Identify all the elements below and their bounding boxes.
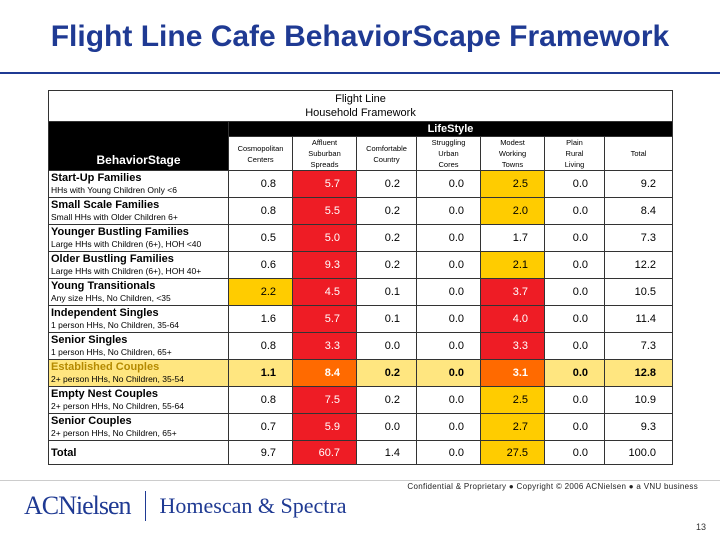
value-cell: 7.3 (605, 225, 673, 252)
row-header (49, 333, 229, 360)
value-cell: 0.0 (545, 252, 605, 279)
value-cell: 0.0 (545, 333, 605, 360)
column-header-line: Struggling (431, 138, 466, 147)
value-cell: 0.8 (229, 387, 293, 414)
value-cell: 5.9 (293, 414, 357, 441)
value-cell: 0.0 (545, 171, 605, 198)
value-cell: 9.3 (605, 414, 673, 441)
row-header (49, 387, 229, 414)
behavior-stage-description: Large HHs with Children (6+), HOH 40+ (51, 266, 202, 276)
value-cell: 0.0 (417, 279, 481, 306)
column-header-line: Spreads (310, 160, 339, 169)
behavior-stage-name: Small Scale Families (51, 199, 160, 211)
value-cell: 0.2 (357, 198, 417, 225)
value-cell: 1.4 (357, 441, 417, 465)
company-logo (24, 486, 346, 526)
row-header (49, 441, 229, 465)
title-divider (0, 72, 720, 74)
confidential-notice: Confidential & Proprietary ● Copyright © 2006 ACNielsen ● a VNU business (407, 482, 698, 491)
acnielsen-logo-text: ACNielsen (24, 491, 131, 520)
table-caption (49, 91, 673, 122)
value-cell: 1.6 (229, 306, 293, 333)
column-header-line: Towns (501, 160, 524, 169)
table-row (49, 252, 673, 279)
value-cell: 0.0 (417, 333, 481, 360)
value-cell: 0.0 (545, 198, 605, 225)
column-header-line: Living (564, 160, 585, 169)
row-header (49, 198, 229, 225)
value-cell: 0.0 (545, 360, 605, 387)
table-row (49, 414, 673, 441)
value-cell: 2.2 (229, 279, 293, 306)
value-cell: 0.6 (229, 252, 293, 279)
row-header (49, 279, 229, 306)
value-cell: 9.3 (293, 252, 357, 279)
value-cell: 0.0 (545, 225, 605, 252)
table-row (49, 360, 673, 387)
value-cell: 0.8 (229, 171, 293, 198)
value-cell: 0.0 (417, 171, 481, 198)
total-row (49, 441, 673, 465)
behavior-stage-name: Younger Bustling Families (51, 226, 189, 238)
table-row (49, 333, 673, 360)
value-cell: 9.2 (605, 171, 673, 198)
value-cell: 3.7 (481, 279, 545, 306)
column-header-line: Country (373, 154, 400, 164)
value-cell: 0.2 (357, 252, 417, 279)
value-cell: 0.5 (229, 225, 293, 252)
column-header (293, 137, 357, 171)
page-number: 13 (695, 522, 706, 532)
footer-divider (0, 480, 720, 481)
value-cell: 11.4 (605, 306, 673, 333)
column-header (417, 137, 481, 171)
value-cell: 2.0 (481, 198, 545, 225)
value-cell: 0.0 (417, 360, 481, 387)
value-cell: 60.7 (293, 441, 357, 465)
value-cell: 27.5 (481, 441, 545, 465)
column-header-line: Cores (438, 160, 459, 169)
value-cell: 2.7 (481, 414, 545, 441)
product-name: Homescan & Spectra (159, 493, 347, 518)
value-cell: 0.0 (417, 387, 481, 414)
lifestyle-header: LifeStyle (229, 122, 673, 137)
value-cell: 0.0 (545, 441, 605, 465)
behavior-stage-name: Total (51, 447, 77, 459)
value-cell: 0.1 (357, 306, 417, 333)
behavior-stage-name: Young Transitionals (51, 280, 156, 292)
behavior-stage-name: Older Bustling Families (51, 253, 174, 265)
behavior-stage-description: Small HHs with Older Children 6+ (51, 212, 178, 222)
row-header (49, 252, 229, 279)
value-cell: 0.0 (417, 414, 481, 441)
behaviorscape-table-container (48, 90, 672, 462)
column-header-line: Working (498, 149, 527, 158)
value-cell: 8.4 (293, 360, 357, 387)
value-cell: 0.1 (357, 279, 417, 306)
behavior-stage-name: Start-Up Families (51, 172, 142, 184)
column-header (229, 137, 293, 171)
value-cell: 0.0 (357, 414, 417, 441)
value-cell: 0.2 (357, 171, 417, 198)
slide-title: Flight Line Cafe BehaviorScape Framework (50, 20, 670, 53)
column-header-line: Centers (247, 154, 274, 164)
value-cell: 0.0 (545, 306, 605, 333)
table-row (49, 198, 673, 225)
value-cell: 3.3 (481, 333, 545, 360)
row-header (49, 414, 229, 441)
value-cell: 12.2 (605, 252, 673, 279)
column-header-line: Urban (438, 149, 459, 158)
value-cell: 5.0 (293, 225, 357, 252)
caption-line-1: Flight Line (335, 93, 386, 105)
column-header-line: Total (630, 149, 647, 158)
value-cell: 0.2 (357, 387, 417, 414)
behavior-stage-description: 1 person HHs, No Children, 65+ (51, 347, 172, 357)
behavior-stage-name: Empty Nest Couples (51, 388, 158, 400)
behavior-stage-description: 2+ person HHs, No Children, 55-64 (51, 401, 184, 411)
value-cell: 12.8 (605, 360, 673, 387)
logo-separator (145, 491, 146, 521)
row-header (49, 225, 229, 252)
value-cell: 0.8 (229, 198, 293, 225)
value-cell: 0.0 (417, 306, 481, 333)
table-row (49, 225, 673, 252)
value-cell: 0.2 (357, 360, 417, 387)
behavior-stage-name: Senior Singles (51, 334, 128, 346)
table-row (49, 387, 673, 414)
value-cell: 0.0 (357, 333, 417, 360)
behavior-stage-description: 2+ person HHs, No Children, 35-54 (51, 374, 184, 384)
value-cell: 100.0 (605, 441, 673, 465)
column-header (481, 137, 545, 171)
value-cell: 0.0 (417, 198, 481, 225)
value-cell: 0.0 (417, 225, 481, 252)
behavior-stage-description: Any size HHs, No Children, <35 (51, 293, 171, 303)
value-cell: 4.5 (293, 279, 357, 306)
column-header-line: Modest (500, 138, 525, 147)
value-cell: 0.7 (229, 414, 293, 441)
value-cell: 0.0 (545, 279, 605, 306)
behaviorstage-header: BehaviorStage (49, 122, 229, 171)
value-cell: 0.0 (417, 252, 481, 279)
column-header (357, 137, 417, 171)
row-header (49, 360, 229, 387)
value-cell: 5.7 (293, 171, 357, 198)
table-row (49, 279, 673, 306)
column-header (545, 137, 605, 171)
behaviorscape-table (48, 90, 673, 465)
value-cell: 2.5 (481, 387, 545, 414)
table-row (49, 171, 673, 198)
caption-line-2: Household Framework (305, 107, 416, 119)
row-header (49, 306, 229, 333)
column-header-line: Comfortable (366, 143, 407, 153)
value-cell: 2.5 (481, 171, 545, 198)
table-row (49, 306, 673, 333)
value-cell: 9.7 (229, 441, 293, 465)
value-cell: 8.4 (605, 198, 673, 225)
behavior-stage-name: Senior Couples (51, 415, 132, 427)
value-cell: 0.0 (545, 414, 605, 441)
value-cell: 0.8 (229, 333, 293, 360)
behavior-stage-description: 2+ person HHs, No Children, 65+ (51, 428, 177, 438)
behavior-stage-name: Independent Singles (51, 307, 159, 319)
value-cell: 4.0 (481, 306, 545, 333)
column-header-line: Rural (565, 149, 584, 158)
value-cell: 2.1 (481, 252, 545, 279)
value-cell: 0.0 (417, 441, 481, 465)
column-header (605, 137, 673, 171)
value-cell: 1.1 (229, 360, 293, 387)
table-body (49, 171, 673, 465)
behavior-stage-name: Established Couples (51, 361, 160, 373)
behavior-stage-description: 1 person HHs, No Children, 35-64 (51, 320, 180, 330)
value-cell: 7.3 (605, 333, 673, 360)
value-cell: 7.5 (293, 387, 357, 414)
column-header-line: Suburban (308, 149, 341, 158)
value-cell: 1.7 (481, 225, 545, 252)
row-header (49, 171, 229, 198)
value-cell: 5.7 (293, 306, 357, 333)
value-cell: 5.5 (293, 198, 357, 225)
value-cell: 0.2 (357, 225, 417, 252)
value-cell: 3.3 (293, 333, 357, 360)
value-cell: 0.0 (545, 387, 605, 414)
value-cell: 10.5 (605, 279, 673, 306)
value-cell: 10.9 (605, 387, 673, 414)
behavior-stage-description: HHs with Young Children Only <6 (51, 185, 177, 195)
value-cell: 3.1 (481, 360, 545, 387)
column-header-line: Cosmopolitan (237, 143, 284, 153)
column-header-line: Plain (566, 138, 583, 147)
behavior-stage-description: Large HHs with Children (6+), HOH <40 (51, 239, 202, 249)
column-header-line: Affluent (311, 138, 338, 147)
